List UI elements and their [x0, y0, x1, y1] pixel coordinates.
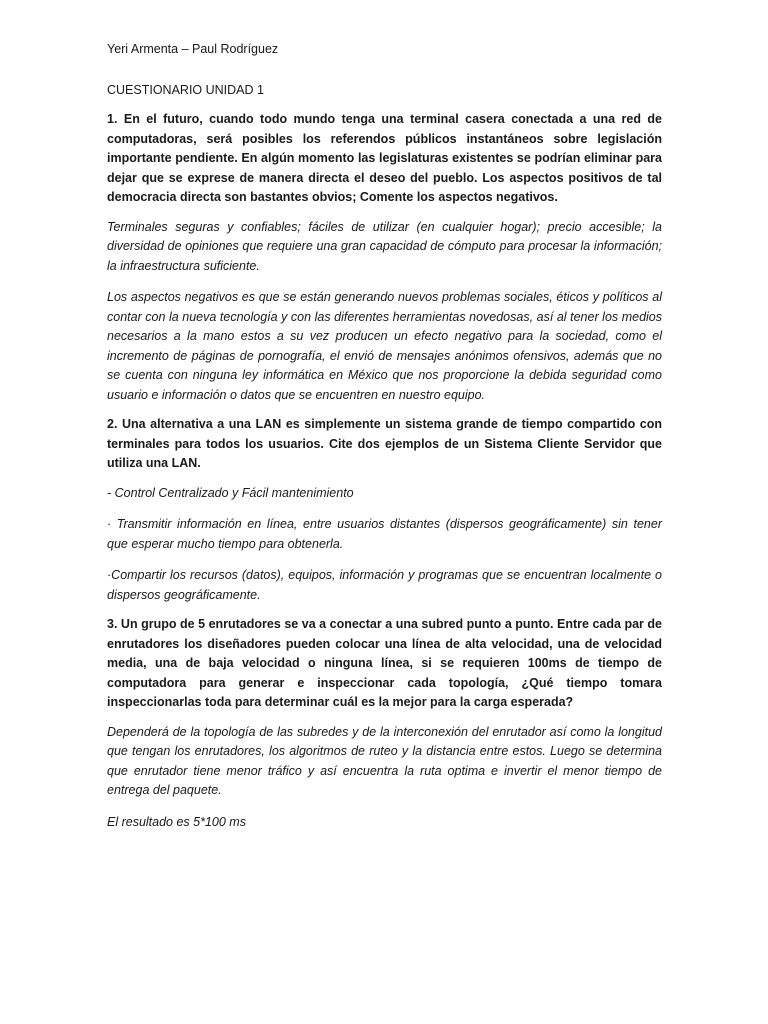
- answer-3-result: El resultado es 5*100 ms: [107, 814, 246, 829]
- question-1: 1. En el futuro, cuando todo mundo tenga una terminal casera conectada a una red de computadoras, será posibles los referendos públicos instantáneos sobre legislación importante pendiente. En algún momento las legislaturas existentes se podrían eliminar para dejar que se exprese de manera directa el deseo del pueblo. Los aspectos positivos de tal democracia directa son bastantes obvios; Comente los aspectos negativos.: [107, 112, 662, 204]
- answer-2-item-3: ·Compartir los recursos (datos), equipos, información y programas que se encuentran localmente o dispersos geográficamente.: [107, 568, 662, 602]
- answer-1-paragraph-2: Los aspectos negativos es que se están generando nuevos problemas sociales, éticos y políticos al contar con la nueva tecnología y con las diferentes herramientas novedosas, así al tener los medios necesarios a la mano estos a su vez producen un efecto negativo para la sociedad, como el incremento de páginas de pornografía, el envió de mensajes anónimos ofensivos, además que no se cuenta con ninguna ley informática en México que nos proporcione la debida seguridad como usuario e información o datos que se encuentren en nuestro equipo.: [107, 290, 662, 402]
- answer-2-item-2: · Transmitir información en línea, entre usuarios distantes (dispersos geográficamente) sin tener que esperar mucho tiempo para obtenerla.: [107, 517, 662, 551]
- question-3: 3. Un grupo de 5 enrutadores se va a conectar a una subred punto a punto. Entre cada par de enrutadores los diseñadores pueden colocar una línea de alta velocidad, una de velocidad media, una de baja velocidad o ninguna línea, si se requieren 100ms de tiempo de computadora para generar e inspeccionar cada topología, ¿Qué tiempo tomara inspeccionarlas toda para determinar cuál es la mejor para la carga esperada?: [107, 617, 662, 709]
- authors-line: Yeri Armenta – Paul Rodríguez: [107, 42, 279, 56]
- answer-2-item-1: - Control Centralizado y Fácil mantenimiento: [107, 485, 354, 500]
- document-title: CUESTIONARIO UNIDAD 1: [107, 83, 264, 97]
- answer-1-paragraph-1: Terminales seguras y confiables; fáciles de utilizar (en cualquier hogar); precio accesible; la diversidad de opiniones que requiere una gran capacidad de cómputo para procesar la información; la infraestructura suficiente.: [107, 219, 662, 273]
- document-page: [107, 40, 662, 844]
- answer-3-paragraph-1: Dependerá de la topología de las subredes y de la interconexión del enrutador así como la longitud que tengan los enrutadores, los algoritmos de ruteo y la distancia entre estos. Luego se determina que enrutador tiene menor tráfico y así encuentra la ruta optima e invertir el menor tiempo de entrega del paquete.: [107, 724, 662, 797]
- question-2: 2. Una alternativa a una LAN es simplemente un sistema grande de tiempo compartido con terminales para todos los usuarios. Cite dos ejemplos de un Sistema Cliente Servidor que utiliza una LAN.: [107, 417, 662, 470]
